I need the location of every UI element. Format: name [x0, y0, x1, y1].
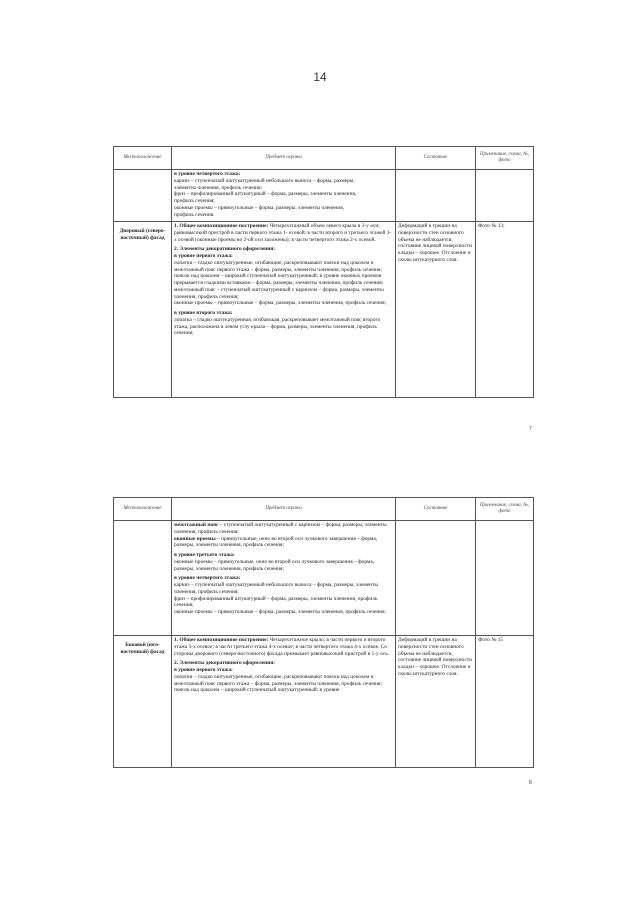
- location-cell: Дворовый (северо-восточный) фасад: [114, 222, 172, 398]
- floor-heading: в уровне четвертого этажа:: [174, 575, 241, 582]
- text-line: оконные проемы – прямоугольные – форма, размеры, элементы членения, профиль сечения.: [174, 609, 386, 615]
- condition-cell: [396, 521, 476, 636]
- section-text: Четырехэтажный объем левого крыла в 3-у оси; равновысокий пристрой в части первого этажа 1- осевой; в части второго и третьего этажей 3-х осевой (оконные проемы во 2-ой оси заложены); в части четвертого этажа 2-х осевой.: [174, 223, 392, 243]
- text-line: профиль сечения;: [174, 198, 215, 204]
- table-row: [114, 170, 534, 222]
- table-row: [114, 521, 534, 636]
- header-notes: Примечание, схема, №, фото: [476, 498, 534, 521]
- text-line: элементы членения, профиль сечения;: [174, 184, 263, 191]
- table-header-row: [114, 498, 534, 521]
- table-row: [114, 222, 534, 398]
- text-line: оконные проемы – прямоугольные – форма, размеры, элементы членения,: [174, 204, 345, 211]
- text-line: фриз – профилированный штукатурный – форма, размеры, элементы членения, профиль сечения;: [174, 595, 378, 609]
- text-line: поясок над цоколем – широкий ступенчатый оштукатуренный; в уровне: [174, 687, 340, 694]
- location-cell: [114, 170, 172, 222]
- floor-heading: в уровне четвертого этажа:: [174, 171, 241, 177]
- footer-page-number: 8: [529, 780, 532, 786]
- page-number: 14: [313, 70, 327, 84]
- table-header-row: [114, 147, 534, 170]
- text-line: лопатки – гладко оштукатуренные, огибающие, раскреповывают пояски над цоколем и межэтажный пояс первого этажа – форма, размеры, элементы членения, профиль сечения;: [174, 259, 383, 273]
- floor-heading: в уровне первого этажа:: [174, 253, 233, 259]
- section-heading: 2. Элементы декоративного оформления:: [174, 246, 276, 253]
- text-line: карниз – ступенчатый оштукатуренный небольшого выноса – форма, размеры, элементы членения, профиль сечения;: [174, 582, 378, 595]
- floor-heading: в уровне третьего этажа:: [174, 552, 235, 558]
- header-condition: Состояние: [396, 147, 476, 170]
- text-line: поясок над цоколем – широкий ступенчатый оштукатуренный; в уровне оконных проемов прерывается гладкими вставками – форма, размеры, элементы членения, профиль сечения;: [174, 273, 384, 286]
- floor-heading: оконные проемы: [174, 535, 216, 542]
- section-heading: 1. Общее композиционное построение:: [174, 637, 269, 643]
- condition-cell: Деформаций в трещин на поверхности стен основного объема не наблюдается, состояние лицевой поверхности кладки – хорошее. Отслоение и сколы штукатурного слоя.: [396, 636, 476, 768]
- subject-cell: [172, 636, 396, 768]
- text-line: фриз – профилированный штукатурный – форма, размеры, элементы членения,: [174, 191, 357, 198]
- protection-table-2: [113, 497, 534, 768]
- section-heading: 1. Общее композиционное построение:: [174, 223, 269, 229]
- footer-page-number: 7: [529, 426, 532, 432]
- location-cell: Боковой (юго-восточный) фасад: [114, 636, 172, 768]
- header-notes: Примечание, схема, №, фото: [476, 147, 534, 170]
- section-heading: 2. Элементы декоративного оформления:: [174, 660, 276, 667]
- protection-table-1: [113, 146, 534, 398]
- subject-cell: [172, 170, 396, 222]
- notes-cell: Фото № 13;: [476, 222, 534, 398]
- notes-cell: [476, 170, 534, 222]
- header-subject: Предмет охраны: [172, 498, 396, 521]
- text-line: оконные проемы – прямоугольные, окно во второй оси лучкового завершения – форма, размеры, элементы членения, профиль сечения;: [174, 558, 375, 572]
- header-location: Местоположение: [114, 498, 172, 521]
- floor-heading: в уровне второго этажа:: [174, 310, 233, 316]
- condition-cell: Деформаций в трещин на поверхности стен основного объема не наблюдается, состояние лицевой поверхности кладки – хорошее. Отслоение и сколы штукатурного слоя.: [396, 222, 476, 398]
- floor-heading: межэтажный пояс: [174, 522, 219, 528]
- text-line: профиль сечения.: [174, 211, 215, 218]
- text-line: карниз – ступенчатый оштукатуренный небольшого выноса – форма, размеры,: [174, 177, 355, 184]
- text-line: – ступенчатый оштукатуренный с карнизом – форма, размеры, элементы членения, профиль сечения;: [174, 522, 387, 535]
- condition-cell: [396, 170, 476, 222]
- header-condition: Состояние: [396, 498, 476, 521]
- header-location: Местоположение: [114, 147, 172, 170]
- subject-cell: [172, 222, 396, 398]
- text-line: оконные проемы – прямоугольные – форма, размеры, элементы членения, профиль сечения;: [174, 300, 387, 307]
- notes-cell: [476, 521, 534, 636]
- floor-heading: в уровне первого этажа:: [174, 667, 233, 673]
- subject-cell: [172, 521, 396, 636]
- text-line: лопатка – гладко оштукатуренная, огибающая, раскреповывает межэтажный пояс второго этажа, расположена в левом углу крыла – форма, размеры, элементы членения, профиль сечения;: [174, 316, 381, 337]
- table-row: [114, 636, 534, 768]
- text-line: – прямоугольные, окно во второй оси лучкового завершения – форма, размеры, элементы членения, профиль сечения;: [174, 535, 378, 549]
- notes-cell: Фото № 15: [476, 636, 534, 768]
- text-line: межэтажный пояс – ступенчатый оштукатуренный с карнизом – форма, размеры, элементы членения, профиль сечения;: [174, 286, 384, 300]
- section-text: Четырехэтажное крыло, в части первого и второго этажа 3-х осевое; в части третьего этажа 4-х осевое; в части четвертого этажа 4-х осевое. Со стороны дворового (северо-восточного) фасада примыкает равновысокий пристрой в 1-у ось.: [174, 637, 390, 657]
- text-line: лопатки – гладко оштукатуренные, огибающие, раскреповывают пояски над цоколем и межэтажный пояс первого этажа – форма, размеры, элементы членения, профиль сечения;: [174, 673, 383, 687]
- location-cell: [114, 521, 172, 636]
- header-subject: Предмет охраны: [172, 147, 396, 170]
